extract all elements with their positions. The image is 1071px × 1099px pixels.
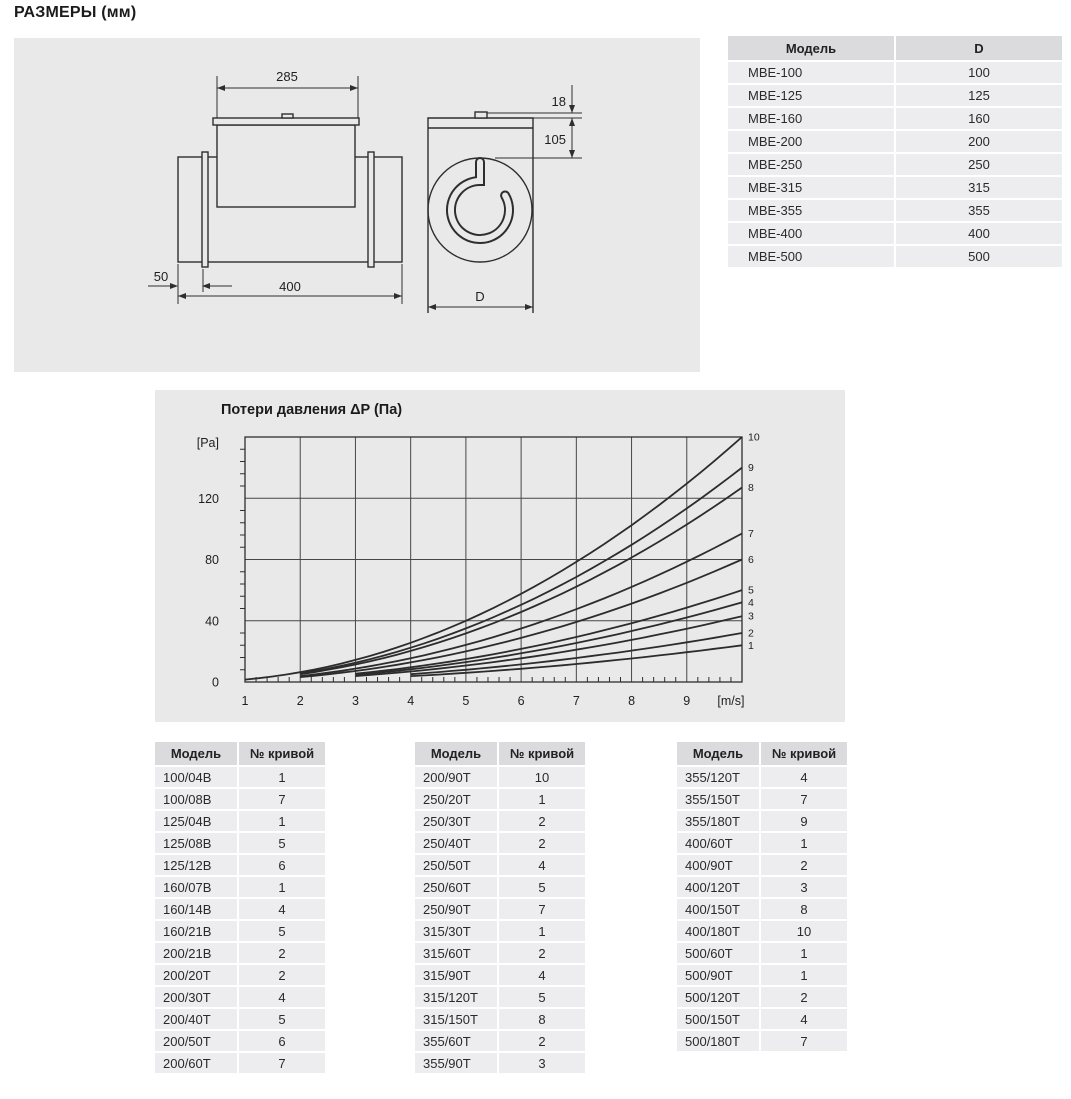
value-cell: 10 <box>761 921 847 941</box>
model-cell: 400/150T <box>677 899 759 919</box>
column-header: Модель <box>155 742 237 765</box>
value-cell: 2 <box>499 1031 585 1051</box>
x-tick-label: 5 <box>462 694 470 708</box>
heating-element-inner <box>451 162 509 239</box>
dim-18-label: 18 <box>551 94 566 109</box>
column-header: Модель <box>415 742 497 765</box>
model-cell: 160/21B <box>155 921 237 941</box>
value-cell: 1 <box>239 811 325 831</box>
value-cell: 5 <box>499 877 585 897</box>
value-cell: 7 <box>499 899 585 919</box>
curve-label-8: 8 <box>748 482 754 495</box>
model-cell: 400/180T <box>677 921 759 941</box>
model-cell: 500/90T <box>677 965 759 985</box>
model-cell: MBE-250 <box>728 154 894 175</box>
box-lid <box>213 118 359 125</box>
curve-label-2: 2 <box>748 627 754 640</box>
y-tick-label: 80 <box>205 553 219 567</box>
dimension-50 <box>148 269 232 292</box>
x-tick-label: 8 <box>628 694 636 708</box>
value-cell: 2 <box>499 811 585 831</box>
model-cell: 100/08B <box>155 789 237 809</box>
model-cell: 250/90T <box>415 899 497 919</box>
value-cell: 8 <box>499 1009 585 1029</box>
model-cell: MBE-125 <box>728 85 894 106</box>
model-cell: 400/90T <box>677 855 759 875</box>
value-cell: 125 <box>896 85 1062 106</box>
dim-50-label: 50 <box>153 269 169 284</box>
model-cell: MBE-315 <box>728 177 894 198</box>
value-cell: 4 <box>499 965 585 985</box>
x-tick-label: 6 <box>517 694 525 708</box>
dimension-285 <box>217 69 358 118</box>
curve-label-3: 3 <box>748 610 754 623</box>
model-cell: MBE-100 <box>728 62 894 83</box>
model-cell: 125/04B <box>155 811 237 831</box>
value-cell: 7 <box>761 1031 847 1051</box>
value-cell: 2 <box>499 833 585 853</box>
value-cell: 3 <box>761 877 847 897</box>
curve-table-3 <box>677 742 847 1051</box>
dimension-D <box>428 289 533 310</box>
value-cell: 315 <box>896 177 1062 198</box>
pressure-loss-chart <box>155 390 845 722</box>
y-tick-label: 40 <box>205 614 219 629</box>
value-cell: 2 <box>239 965 325 985</box>
curve-label-4: 4 <box>748 596 754 609</box>
dimensions-drawing <box>14 38 700 372</box>
curve-label-9: 9 <box>748 462 754 475</box>
column-header: № кривой <box>499 742 585 765</box>
dim-400-label: 400 <box>279 279 301 294</box>
value-cell: 5 <box>239 833 325 853</box>
value-cell: 5 <box>239 921 325 941</box>
value-cell: 4 <box>499 855 585 875</box>
curve-table-1 <box>155 742 325 1073</box>
curve-label-7: 7 <box>748 527 754 540</box>
front-face <box>428 118 533 313</box>
value-cell: 1 <box>761 965 847 985</box>
value-cell: 5 <box>239 1009 325 1029</box>
model-cell: MBE-400 <box>728 223 894 244</box>
x-tick-label: 7 <box>572 694 580 708</box>
y-tick-label: 120 <box>198 491 219 506</box>
x-tick-label: 2 <box>296 694 304 708</box>
value-cell: 1 <box>499 921 585 941</box>
dim-D-label: D <box>475 289 485 304</box>
curve-10 <box>245 437 742 680</box>
x-tick-label: 4 <box>407 694 415 708</box>
model-cell: 400/120T <box>677 877 759 897</box>
curve-label-10: 10 <box>748 431 760 444</box>
value-cell: 355 <box>896 200 1062 221</box>
value-cell: 1 <box>761 833 847 853</box>
model-cell: 200/21B <box>155 943 237 963</box>
pressure-loss-chart-panel <box>155 390 845 722</box>
value-cell: 7 <box>239 789 325 809</box>
dimensions-diagram-panel <box>14 38 700 372</box>
model-cell: 500/150T <box>677 1009 759 1029</box>
column-header: № кривой <box>239 742 325 765</box>
y-tick-label: 0 <box>212 675 219 690</box>
terminal-box <box>217 125 355 207</box>
x-unit-label: [m/s] <box>717 694 745 708</box>
x-tick-label: 1 <box>241 694 249 708</box>
value-cell: 4 <box>239 899 325 919</box>
model-cell: 315/150T <box>415 1009 497 1029</box>
model-cell: 315/90T <box>415 965 497 985</box>
front-lid-tab <box>475 112 487 118</box>
model-cell: 315/30T <box>415 921 497 941</box>
value-cell: 9 <box>761 811 847 831</box>
value-cell: 4 <box>761 767 847 787</box>
y-unit-label: [Pa] <box>196 436 219 450</box>
value-cell: 7 <box>761 789 847 809</box>
curve-label-1: 1 <box>748 639 754 652</box>
model-cell: 355/60T <box>415 1031 497 1051</box>
model-cell: MBE-200 <box>728 131 894 152</box>
value-cell: 5 <box>499 987 585 1007</box>
model-cell: 250/20T <box>415 789 497 809</box>
value-cell: 10 <box>499 767 585 787</box>
model-cell: MBE-160 <box>728 108 894 129</box>
model-cell: 500/180T <box>677 1031 759 1051</box>
model-cell: 355/90T <box>415 1053 497 1073</box>
model-cell: 100/04B <box>155 767 237 787</box>
dim-105-label: 105 <box>544 132 566 147</box>
value-cell: 3 <box>499 1053 585 1073</box>
model-cell: MBE-355 <box>728 200 894 221</box>
model-cell: 500/60T <box>677 943 759 963</box>
model-dimension-table <box>728 36 1062 267</box>
model-cell: 125/08B <box>155 833 237 853</box>
value-cell: 6 <box>239 855 325 875</box>
model-cell: 200/40T <box>155 1009 237 1029</box>
model-cell: 250/50T <box>415 855 497 875</box>
value-cell: 160 <box>896 108 1062 129</box>
value-cell: 1 <box>239 877 325 897</box>
lid-tab <box>282 114 293 118</box>
value-cell: 1 <box>761 943 847 963</box>
model-cell: 315/60T <box>415 943 497 963</box>
model-cell: 250/60T <box>415 877 497 897</box>
value-cell: 500 <box>896 246 1062 267</box>
value-cell: 1 <box>239 767 325 787</box>
value-cell: 2 <box>239 943 325 963</box>
value-cell: 8 <box>761 899 847 919</box>
value-cell: 2 <box>499 943 585 963</box>
value-cell: 200 <box>896 131 1062 152</box>
model-cell: 200/30T <box>155 987 237 1007</box>
column-header: Модель <box>728 36 894 60</box>
value-cell: 4 <box>761 1009 847 1029</box>
value-cell: 6 <box>239 1031 325 1051</box>
dim-285-label: 285 <box>276 69 298 84</box>
model-cell: 500/120T <box>677 987 759 1007</box>
model-cell: 355/180T <box>677 811 759 831</box>
model-cell: 160/14B <box>155 899 237 919</box>
value-cell: 250 <box>896 154 1062 175</box>
curve-table-2 <box>415 742 585 1073</box>
x-tick-label: 3 <box>351 694 359 708</box>
column-header: D <box>896 36 1062 60</box>
column-header: Модель <box>677 742 759 765</box>
value-cell: 1 <box>499 789 585 809</box>
dimension-18-105 <box>487 85 582 158</box>
flange-right <box>368 152 374 267</box>
value-cell: 4 <box>239 987 325 1007</box>
model-cell: MBE-500 <box>728 246 894 267</box>
model-cell: 355/120T <box>677 767 759 787</box>
value-cell: 400 <box>896 223 1062 244</box>
value-cell: 2 <box>761 987 847 1007</box>
model-cell: 400/60T <box>677 833 759 853</box>
chart-title: Потери давления ΔP (Па) <box>221 402 403 418</box>
model-cell: 200/20T <box>155 965 237 985</box>
curve-label-6: 6 <box>748 554 754 566</box>
model-cell: 200/90T <box>415 767 497 787</box>
model-cell: 200/60T <box>155 1053 237 1073</box>
model-cell: 315/120T <box>415 987 497 1007</box>
model-cell: 250/30T <box>415 811 497 831</box>
model-cell: 200/50T <box>155 1031 237 1051</box>
flange-left <box>202 152 208 267</box>
curve-4 <box>355 602 742 674</box>
model-cell: 250/40T <box>415 833 497 853</box>
model-cell: 160/07B <box>155 877 237 897</box>
curve-label-5: 5 <box>748 584 754 597</box>
model-cell: 125/12B <box>155 855 237 875</box>
value-cell: 7 <box>239 1053 325 1073</box>
model-cell: 355/150T <box>677 789 759 809</box>
value-cell: 2 <box>761 855 847 875</box>
x-tick-label: 9 <box>683 694 691 708</box>
page-title: РАЗМЕРЫ (мм) <box>14 4 137 21</box>
dimension-400 <box>178 264 402 304</box>
column-header: № кривой <box>761 742 847 765</box>
value-cell: 100 <box>896 62 1062 83</box>
